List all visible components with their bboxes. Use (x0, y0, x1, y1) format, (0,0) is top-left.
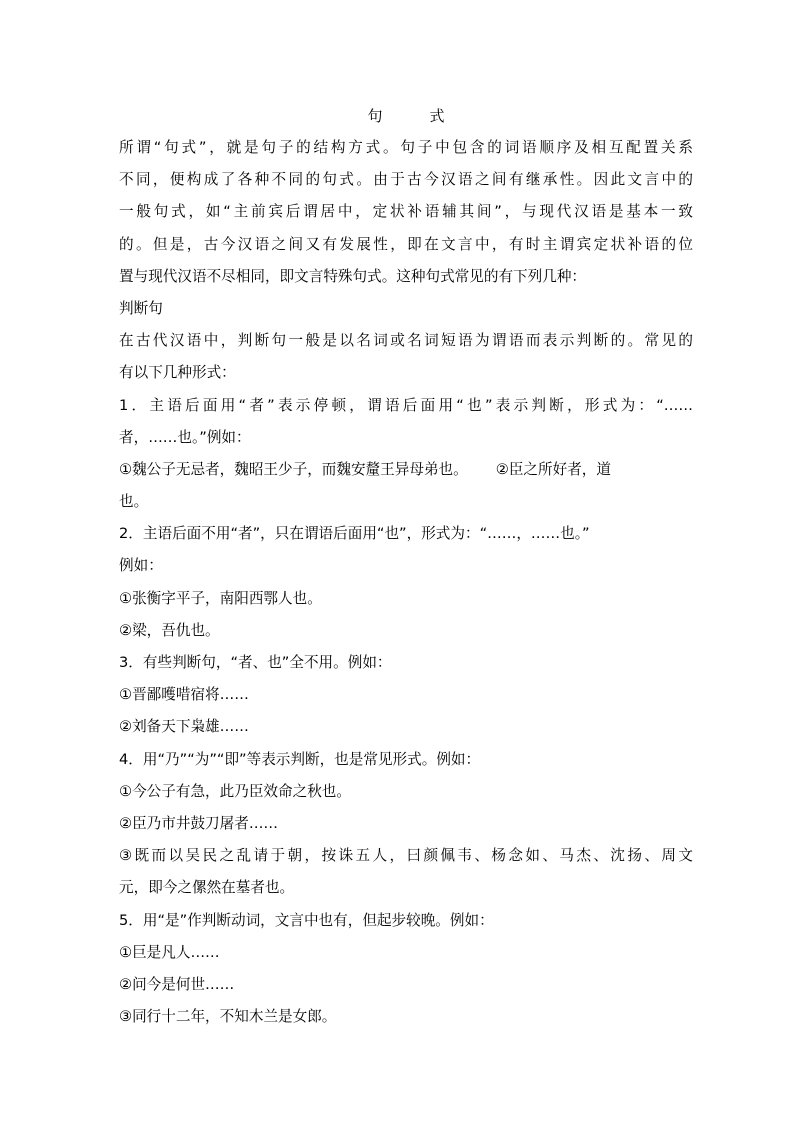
text-line: ②问今是何世…… (119, 975, 235, 993)
text-line: 的。但是，古今汉语之间又有发展性，即在文言中，有时主谓宾定状补语的位 (119, 235, 693, 253)
page-title: 句 式 (367, 107, 461, 125)
text-line: 3．有些判断句，“者、也”全不用。例如： (119, 654, 392, 671)
text-line: 不同，便构成了各种不同的句式。由于古今汉语之间有继承性。因此文言中的 (119, 171, 693, 189)
text-line: ②刘备天下枭雄…… (119, 718, 249, 736)
text-line: 1．主语后面用“者”表示停顿，谓语后面用“也”表示判断，形式为：“…… (119, 396, 693, 414)
example-sentence: ①魏公子无忌者，魏昭王少子，而魏安釐王异母弟也。 (119, 460, 468, 478)
text-line: ①巨是凡人…… (119, 943, 220, 961)
text-line: ②臣乃市井鼓刀屠者…… (119, 814, 279, 832)
text-line: 5．用“是”作判断动词，文言中也有，但起步较晚。例如： (119, 911, 494, 929)
text-line: 者，……也。”例如： (119, 428, 251, 446)
text-line: 一般句式，如“主前宾后谓居中，定状补语辅其间”，与现代汉语是基本一致 (119, 203, 693, 221)
text-line: ③既而以吴民之乱请于朝，按诛五人，曰颜佩韦、杨念如、马杰、沈扬、周文 (119, 847, 693, 865)
text-line: 4．用“乃”“为”“即”等表示判断，也是常见形式。例如： (119, 750, 481, 768)
text-line (119, 454, 693, 486)
text-line: ②梁，吾仇也。 (119, 621, 220, 639)
text-line: ①今公子有急，此乃臣效命之秋也。 (119, 782, 351, 800)
text-line: 也。 (119, 493, 149, 511)
text-line: 元，即今之傫然在墓者也。 (119, 879, 295, 897)
text-line: 置与现代汉语不尽相同，即文言特殊句式。这种句式常见的有下列几种： (119, 267, 587, 285)
text-line: 所谓“句式”，就是句子的结构方式。句子中包含的词语顺序及相互配置关系 (119, 139, 693, 156)
text-line: 例如： (119, 557, 163, 575)
text-line: 在古代汉语中，判断句一般是以名词或名词短语为谓语而表示判断的。常见的 (119, 332, 693, 350)
example-sentence: ②臣之所好者，道 (495, 460, 611, 478)
text-line: 2．主语后面不用“者”，只在谓语后面用“也”，形式为：“……，……也。” (119, 525, 590, 543)
document-page (119, 106, 693, 1033)
text-line: 有以下几种形式： (119, 364, 236, 382)
text-line: ①晋鄙嚄唶宿将…… (119, 686, 249, 704)
text-line: ①张衡字平子，南阳西鄂人也。 (119, 589, 322, 607)
section-heading: 判断句 (119, 299, 163, 317)
text-line: ③同行十二年，不知木兰是女郎。 (119, 1008, 337, 1026)
